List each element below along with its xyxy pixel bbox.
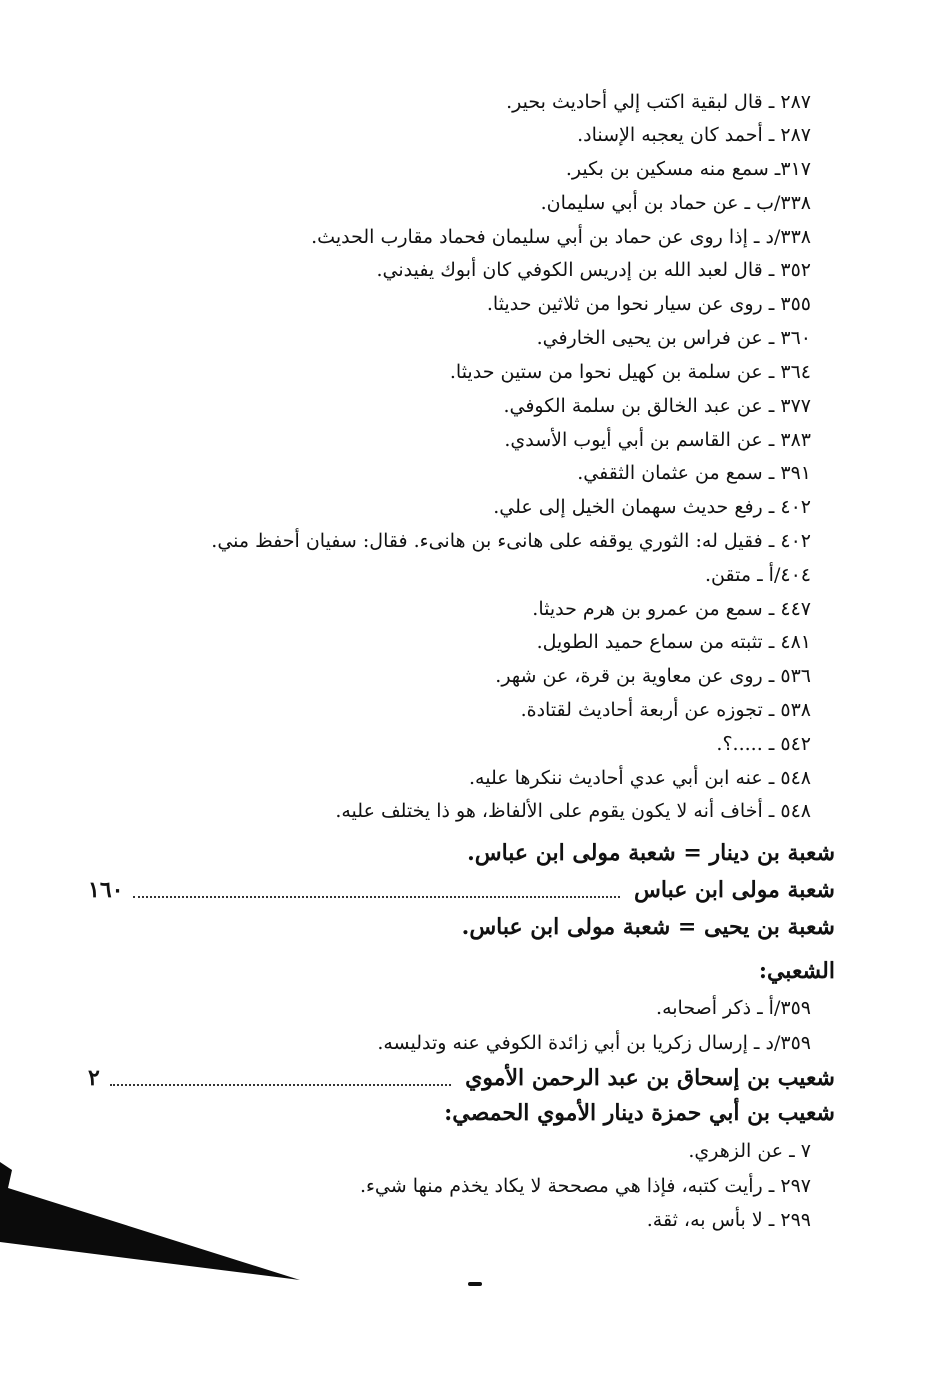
entry-line: ٣٣٨/د ـ إذا روى عن حماد بن أبي سليمان فحماد مقارب الحديث. [311,226,811,248]
entry-line: ٢٨٧ ـ قال لبقية اكتب إلي أحاديث بحير. [506,91,811,113]
entry-line: ٣٨٣ ـ عن القاسم بن أبي أيوب الأسدي. [504,429,811,451]
entry-line: ٤٠٤/أ ـ متقن. [705,564,811,586]
heading-shuba-bin-dinar: شعبة بن دينار = شعبة مولى ابن عباس. [467,840,835,866]
toc-page-number: ٢ [88,1065,100,1091]
entry-line: ٣٥٩/أ ـ ذكر أصحابه. [656,997,811,1019]
entry-line: ٤٤٧ ـ سمع من عمرو بن هرم حديثا. [532,598,811,620]
entry-line: ٣٧٧ ـ عن عبد الخالق بن سلمة الكوفي. [503,395,811,417]
entry-line: ٣٥٥ ـ روى عن سيار نحوا من ثلاثين حديثا. [486,293,811,315]
toc-row-shuayb-bin-ishaq [88,1062,835,1094]
entry-line: ٢٨٧ ـ أحمد كان يعجبه الإسناد. [577,124,811,146]
entry-line: ٧ ـ عن الزهري. [688,1140,811,1162]
entry-line: ٤٨١ ـ تثبته من سماع حميد الطويل. [536,631,811,653]
dot-leader [110,1070,451,1086]
toc-row-shuba-mawla [88,874,835,906]
entry-line: ٥٣٨ ـ تجوزه عن أربعة أحاديث لقتادة. [520,699,811,721]
entry-line: ٢٩٩ ـ لا بأس به، ثقة. [646,1209,811,1231]
entry-line: ٣١٧ـ سمع منه مسكين بن بكير. [565,158,811,180]
entry-line: ٣٥٩/د ـ إرسال زكريا بن أبي زائدة الكوفي عنه وتدليسه. [377,1032,811,1054]
heading-shuayb-bin-abi-hamza: شعيب بن أبي حمزة دينار الأموي الحمصي: [444,1100,835,1126]
entry-line: ٣٥٢ ـ قال لعبد الله بن إدريس الكوفي كان أبوك يفيدني. [376,259,811,281]
entry-line: ٣٩١ ـ سمع من عثمان الثقفي. [577,462,811,484]
entry-line: ٣٣٨/ب ـ عن حماد بن أبي سليمان. [540,192,811,214]
entry-line: ٥٤٨ ـ عنه ابن أبي عدي أحاديث ننكرها عليه. [469,767,811,789]
page-smudge-mark [468,1282,482,1286]
toc-page-number: ١٦٠ [88,877,124,903]
toc-title: شعيب بن إسحاق بن عبد الرحمن الأموي [465,1065,835,1091]
entry-line: ٥٣٦ ـ روى عن معاوية بن قرة، عن شهر. [495,665,811,687]
entry-line: ٥٤٨ ـ أخاف أنه لا يكون يقوم على الألفاظ، هو ذا يختلف عليه. [335,800,811,822]
scan-shadow-mark [0,1162,310,1282]
entry-line: ٢٩٧ ـ رأيت كتبه، فإذا هي مصححة لا يكاد يخذم منها شيء. [359,1175,811,1197]
heading-shuba-bin-yahya: شعبة بن يحيى = شعبة مولى ابن عباس. [461,914,835,940]
dot-leader [133,882,620,898]
toc-title: شعبة مولى ابن عباس [634,877,835,903]
entry-line: ٥٤٢ ـ .....؟. [716,733,811,755]
entry-line: ٤٠٢ ـ فقيل له: الثوري يوقفه على هانىء بن هانىء. فقال: سفيان أحفظ مني. [211,530,811,552]
heading-shabi: الشعبي: [758,958,835,984]
entry-line: ٤٠٢ ـ رفع حديث سهمان الخيل إلى علي. [493,496,811,518]
entry-line: ٣٦٠ ـ عن فراس بن يحيى الخارفي. [536,327,811,349]
entry-line: ٣٦٤ ـ عن سلمة بن كهيل نحوا من ستين حديثا. [449,361,811,383]
